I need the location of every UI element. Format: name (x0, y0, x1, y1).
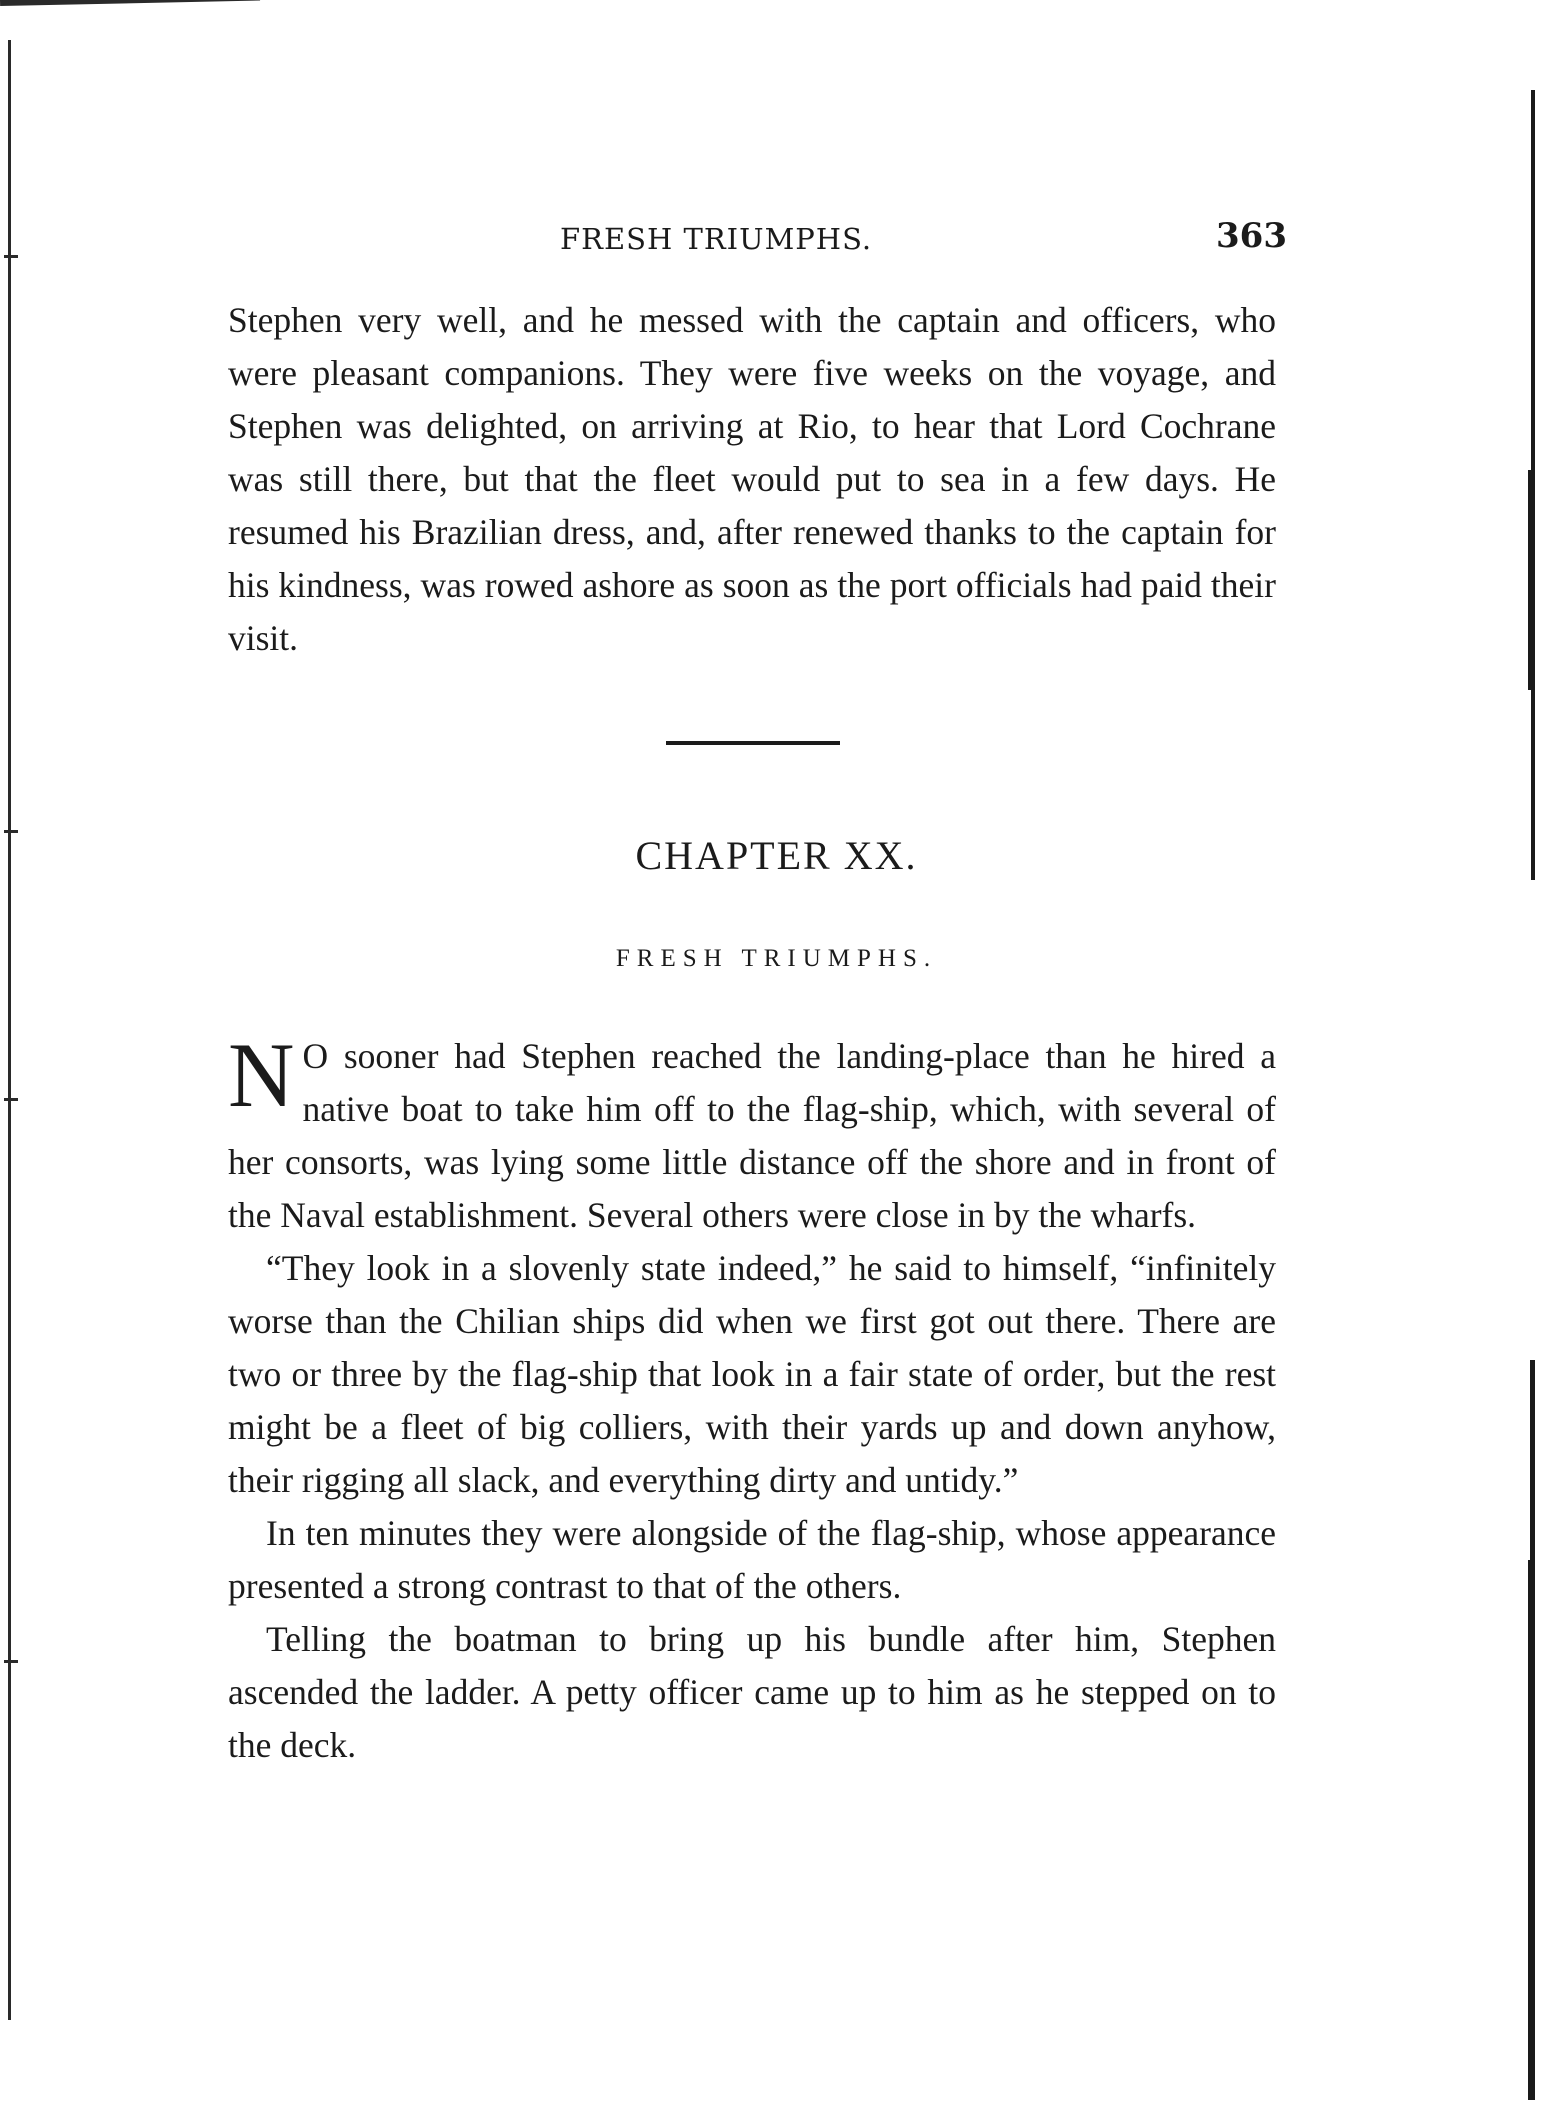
continuation-paragraph: Stephen very well, and he messed with the captain and officers, who were pleasant companions. They were five weeks on the voyage, and Stephen was delighted, on arriving at Rio, to hear that Lord Cochrane was still there, but that the fleet would put to sea in a few days. He resumed his Brazilian dress, and, after renewed thanks to the captain for his kindness, was rowed ashore as soon as the port officials had paid their visit. (228, 300, 1276, 658)
drop-cap: N (228, 1024, 295, 1126)
scan-artifact-tick (4, 1098, 18, 1101)
running-head: FRESH TRIUMPHS. (560, 222, 873, 256)
chapter-subtitle: FRESH TRIUMPHS. (615, 945, 938, 972)
scan-artifact-top-mark (0, 0, 260, 6)
scan-binding-edge-right (1513, 0, 1553, 2111)
opening-paragraph (228, 1024, 1276, 1242)
opening-paragraph-text: O sooner had Stephen reached the landing-place than he hired a native boat to take him off to the flag-ship, which, with several of her consorts, was lying some little distance off the shore and in front of the Naval establishment. Several others were close in by the wharfs. (228, 1036, 1276, 1235)
scan-artifact-right-bar (1528, 470, 1535, 690)
body-paragraph: “They look in a slovenly state indeed,” he said to himself, “infinitely worse than the Chilian ships did when we first got out there. There are two or three by the flag-ship that look in a fair state of order, but the rest might be a fleet of big colliers, with their yards up and down anyhow, their rigging all slack, and everything dirty and untidy.” (228, 1248, 1276, 1500)
chapter-body (228, 1024, 1276, 1772)
body-paragraph: In ten minutes they were alongside of the flag-ship, whose appearance presented a strong contrast to that of the others. (228, 1513, 1276, 1606)
scan-artifact-tick (4, 1660, 18, 1663)
continuation-text (228, 294, 1276, 665)
scan-artifact-right-bar (1528, 1560, 1535, 2100)
page-number: 363 (1216, 216, 1287, 256)
section-divider-rule (666, 741, 840, 745)
chapter-title: CHAPTER XX. (635, 833, 918, 878)
scan-artifact-tick (4, 255, 18, 258)
scan-binding-edge-left (0, 0, 18, 2111)
scan-artifact-left-line (8, 40, 11, 2020)
body-paragraph: Telling the boatman to bring up his bundle after him, Stephen ascended the ladder. A petty officer came up to him as he stepped on to the deck. (228, 1619, 1276, 1765)
